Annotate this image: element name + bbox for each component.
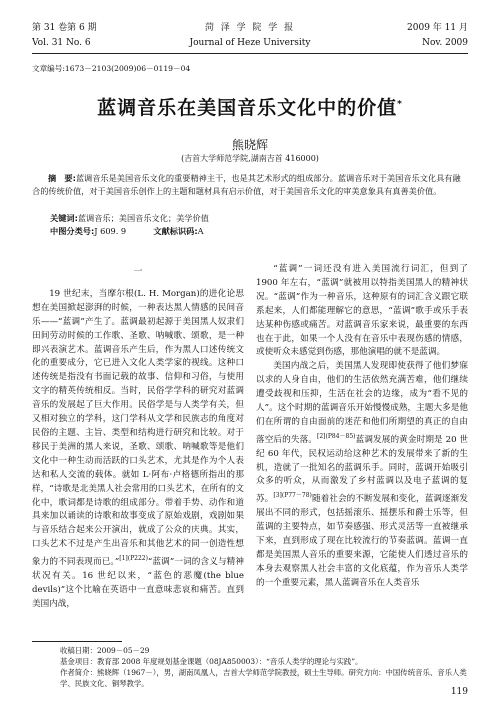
abstract-label: 摘 要: [48,173,76,183]
article-title: 蓝调音乐在美国音乐文化中的价值* [97,97,403,119]
abstract [32,172,468,198]
article-id: 文章编号:1673－2103(2009)06－0119－04 [32,64,191,73]
journal-name-cn: 菏 泽 学 院 学 报 [204,23,296,33]
issue-date-en: Nov. 2009 [422,38,468,48]
issue-date-cn: 2009 年 11 月 [407,23,468,33]
author-name: 熊晓辉 [231,138,268,152]
left-column [32,260,244,612]
paragraph: “蓝调”一词还没有进入美国流行词汇，但到了 1900 年左右，“蓝调”就被用以特指美国黑人的精神状况。“蓝调”作为一种音乐，这种原有的词汇含义跟它联系起来，人们都能理解它的意思，“蓝调”歌手或乐手表达某种伤感或痛苦。对蓝调音乐家来说，最重要的东西也在于此，如果一个人没有在音乐中表现伤感的情感，或使听众未感觉到伤感，那他演唱的就不是蓝调。 [256,264,468,358]
paragraph: 美国内战之后，美国黑人发现即使获得了他们梦寐以求的人身自由，他们的生活依然充满苦难，他们继续遭受歧视和压抑，生活在社会的边缘，成为“看不见的人”。这个时期的蓝调音乐开始慢慢成熟，主题大多是他们在所谓的自由面前的迷茫和他们所期望的真正的自由落空后的失落。$^{[2](P84-85)}$蓝调发展的黄金时期是 20 世纪 60 年代，民权运动给这种艺术的发展带来了新的生机，造就了一批知名的蓝调乐手。同时，蓝调开始吸引众多的听众，从而激发了乡村蓝调以及电子蓝调的复苏。$^{[3](P77-78)}$随着社会的不断发展和变化，蓝调逐渐发展出不同的形式，包括摇滚乐、摇摆乐和爵士乐等，但蓝调的主要特点，如节奏感强、形式灵活等一直被继承下来，直到形成了现在比较流行的节奏蓝调。蓝调一直都是美国黑人音乐的重要来源，它能使人们透过音乐的本身去观察黑人社会丰富的文化底蕴，作为音乐人类学的一个重要元素，黑人蓝调音乐在人类音乐 [256,361,468,588]
journal-name-en: Journal of Heze University [189,38,311,48]
section-heading: 一 [133,267,143,277]
volume-en: Vol. 31 No. 6 [32,38,91,48]
abstract-text: 蓝调音乐是美国音乐文化的重要精神主干，也是其艺术形式的组成部分。蓝调音乐对于美国音乐文化具有融合的传统价值，对于美国音乐创作上的主题和题材具有启示价值，对于美国音乐文化的审美意象具有真善美价值。 [32,173,461,196]
author-affiliation: (吉首大学师范学院,湖南吉首 416000) [181,154,319,163]
page-number: 119 [450,687,468,697]
right-column [256,263,468,591]
keywords: 关键词:蓝调音乐；美国音乐文化；美学价值 [50,213,209,223]
volume-cn: 第 31 卷第 6 期 [32,23,97,33]
footnote-rule [32,641,122,642]
classification-line: 中图分类号:J 609. 9 文献标识码:A [50,226,204,236]
footnote: 收稿日期：2009－05－29 基金项目：教育部 2008 年度规划基金课题（08JA850003）：“音乐人类学的理论与实践”。 作者简介：熊晓辉（1967－），男，湖南凤凰人，吉首大学师范学院教授，硕士生导师。研究方向：中国传统音乐、音乐人类学、民族文化、铜琴教学。 [60,646,467,688]
header-rule [32,53,468,54]
paragraph: 19 世纪末，当摩尔根(L. H. Morgan)的进化论思想在美国掀起澎湃的时候，一种表达黑人情感的民间音乐——“蓝调”产生了。蓝调最初起源于美国黑人奴隶们田间劳动时候的工作歌、圣歌、呐喊歌、颂歌，是一种即兴表演艺术。蓝调音乐产生后，作为黑人口述传统文化的重要成分，它已进入文化人类学家的视线。这种口述传统是指没有书面记载的故事、信仰和习俗，与使用文字的精英传统相反。当时，民俗学学科的研究对蓝调音乐的发展起了巨大作用。民俗学是与人类学有关，但又相对独立的学科，这门学科从文学和民族志的角度对民俗的主题、主旨、类型和结构进行研究和比较。对于移民于美洲的黑人来说，圣歌、颂歌、呐喊歌等是他们文化中一种生动而活跃的口头艺术，尤其是作为个人表达和私人交流的载体。就如 L·阿布·卢格德所指出的那样，“诗歌是北美黑人社会常用的口头艺术，在所有的文化中，歌词都是诗歌的组成部分。带着手势、动作和道具来加以诵读的诗歌和故事变成了原始戏剧，戏剧如果与音乐结合起来公开演出，就成了公众的庆典。其实，口头艺术不过是产生出音乐和其他艺术的同一创造性想象力的不同表现而已。”$^{[1](P222)}$“蓝调”一词的含义与精神状况有关。16 世纪以来，“蓝色的恶魔(the blue devils)”这个比喻在英语中一直意味悲哀和痛苦。直到美国内战， [32,288,244,609]
